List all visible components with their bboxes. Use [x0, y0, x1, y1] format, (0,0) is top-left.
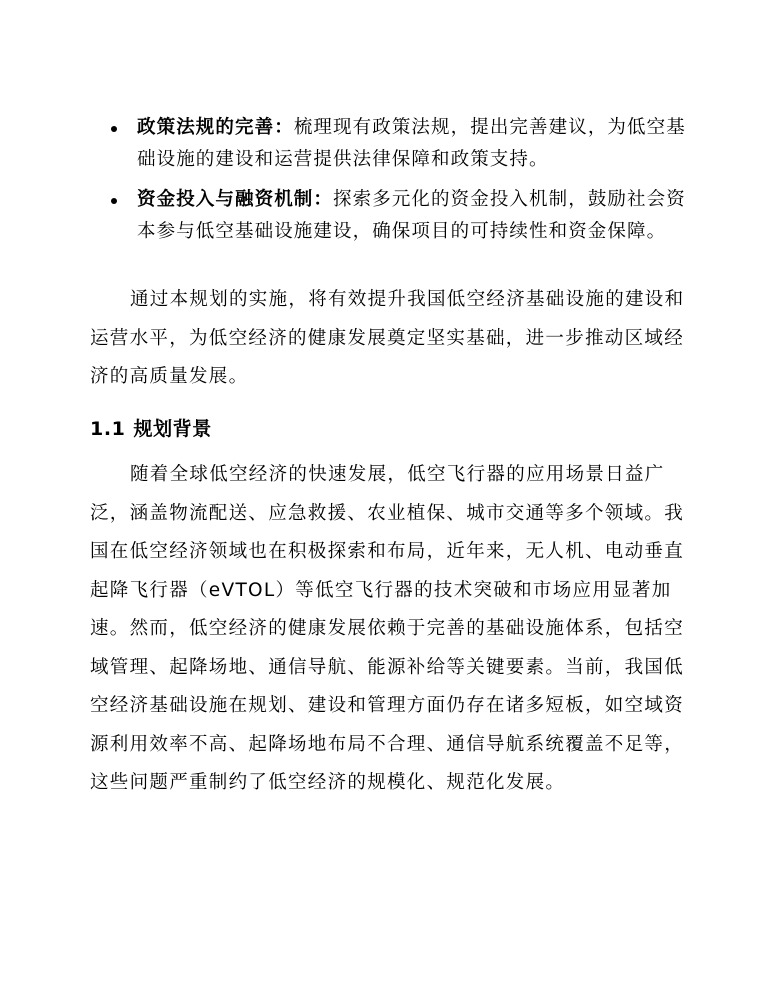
section-number: 1.1: [90, 418, 126, 440]
background-paragraph: 随着全球低空经济的快速发展，低空飞行器的应用场景日益广泛，涵盖物流配送、应急救援、农业植保、城市交通等多个领域。我国在低空经济领域也在积极探索和布局，近年来，无人机、电动垂直起降飞行器（eVTOL）等低空飞行器的技术突破和市场应用显著加速。然而，低空经济的健康发展依赖于完善的基础设施体系，包括空域管理、起降场地、通信导航、能源补给等关键要素。当前，我国低空经济基础设施在规划、建设和管理方面仍存在诸多短板，如空域资源利用效率不高、起降场地布局不合理、通信导航系统覆盖不足等，这些问题严重制约了低空经济的规模化、规范化发展。: [90, 464, 685, 793]
section-title: 规划背景: [133, 418, 212, 440]
bullet-item-funding: [108, 184, 688, 248]
bullet-text: 探索多元化的资金投入机制，鼓励社会资本参与低空基础设施建设，确保项目的可持续性和资金保障。: [137, 189, 686, 242]
bullet-dot-icon: [111, 198, 117, 204]
bullet-term: 政策法规的完善: [137, 117, 275, 138]
intro-paragraph: 通过本规划的实施，将有效提升我国低空经济基础设施的建设和运营水平，为低空经济的健康发展奠定坚实基础，进一步推动区域经济的高质量发展。: [90, 289, 685, 387]
bullet-list: [108, 112, 688, 256]
section-heading: [90, 414, 212, 444]
bullet-term-separator: ：: [274, 117, 294, 138]
bullet-term-separator: ：: [313, 189, 334, 210]
bullet-dot-icon: [111, 126, 117, 132]
bullet-term: 资金投入与融资机制: [137, 189, 314, 210]
bullet-item-policy: [108, 112, 688, 176]
bullet-text: 梳理现有政策法规，提出完善建议，为低空基础设施的建设和运营提供法律保障和政策支持。: [137, 117, 686, 170]
